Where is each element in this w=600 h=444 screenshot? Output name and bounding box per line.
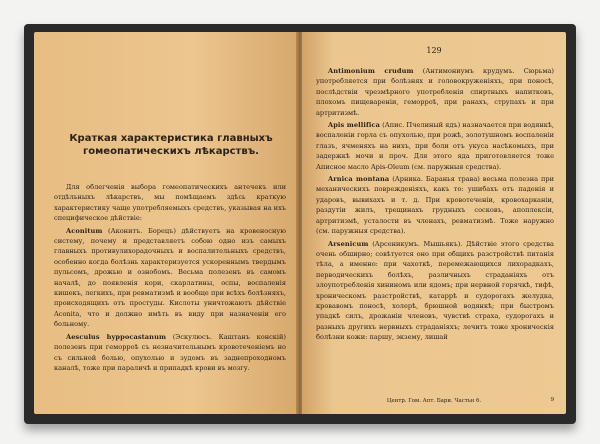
entry-text: (Арника. Баранья трава) весьма полезна при механическихъ поврежденіяхъ, какъ то: ушибахъ отъ паденія и ударовъ, вывихахъ и т. д. При кровотеченіи, кровохарканіи, раздутіи жилъ, трещинахъ грудныхъ сосковъ, апоплексіи, артритизмѣ, усталости въ членахъ, ревматизмѣ. Тоже наружно (см. паружныя средства). (316, 175, 554, 236)
aesculus-entry (54, 332, 286, 374)
right-page-text (316, 66, 554, 345)
entry-term: Apis mellifica (328, 121, 380, 130)
page-number: 129 (426, 46, 442, 55)
entry-term: Arsenicum (328, 239, 369, 248)
left-page (34, 32, 298, 414)
right-page (302, 32, 566, 414)
entry-term: Aconitum (66, 226, 103, 235)
book (24, 24, 576, 424)
signature-mark: 9 (550, 397, 554, 403)
antimonium-entry (316, 66, 554, 118)
arsenicum-entry (316, 239, 554, 343)
apis-entry (316, 120, 554, 172)
intro-paragraph: Для облегченія выбора гомеопатическихъ антечекъ или отдѣльныхъ лѣкарствъ, мы помѣщаемъ здѣсь краткую характеристику чаще употребляемыхъ средствъ, указывая на ихъ специфическое дѣйствіе: (54, 183, 286, 223)
page-footer: Центр. Гом. Апт. Бари. Частьн 6. (386, 398, 482, 404)
left-page-text (54, 182, 286, 375)
entry-text: (Аконитъ. Борецъ) дѣйствуетъ на кровеносную систему, почему и представляетъ собою одно изъ самыхъ главныхъ противулихорадочныхъ и воспалительныхъ средствъ, особенно когда болѣзнь характеризуется ускореннымъ твердымъ пульсомъ, дрожью и ознобомъ. Весьма полезенъ въ самомъ началѣ, до появленія кори, скарлатины, оспы, воспаленія кишекъ, легкихъ, при ревматизмѣ и вообще при всѣхъ болѣзняхъ, происходящихъ отъ простуды. Кислоты уничтожаютъ дѣйствіе Aconita, что и должно имѣть въ виду при назначеніи его больному. (54, 226, 286, 329)
page-heading: Краткая характеристика главныхъ гомеопатическихъ лѣкарствъ. (69, 133, 273, 157)
entry-term: Arnica montana (328, 175, 390, 184)
aconitum-entry (54, 226, 286, 330)
arnica-entry (316, 174, 554, 236)
entry-term: Antimonium crudum (328, 67, 414, 75)
entry-term: Aesculus hyppocastanum (66, 332, 167, 341)
entry-text: (Антимониумъ крудумъ. Сюрьма) употребляется при болѣзнях и головокруженіяхъ, при поносѣ, послѣдствіи чрезмѣрного употребленія спиртныхъ напитковъ, плохомъ пищевареніи, геморроѣ, при ранахъ, струпахъ и при артритизмѣ. (316, 67, 554, 117)
entry-text: (Эскулюсъ. Каштанъ конскій) полезенъ при геморроѣ съ незначительнымъ кровотеченіемъ но съ сильной болью, опухолью и зудомъ въ заднепроходномъ каналѣ, тоже при параличѣ и припадкѣ крови въ мозгу. (54, 332, 286, 372)
entry-text: (Арсеникумъ. Мышьякъ). Дѣйствіе этого средства очень обширно; совѣтуется оно при общихъ разстройствѣ питанія тѣла, а именно: при чахоткѣ, перемежающихся лихорадкахъ, перводическихъ болѣхъ, различныхъ страданіяхъ отъ злоупотребленія хининомъ или ядомъ; при нервной горячкѣ, тифѣ, хроническомъ разстройствѣ, катаррѣ и судорогахъ желудка, кровавомъ поносѣ, холерѣ, брюшной водянкѣ; при быстромъ упадкѣ силъ, дрожаніи членовъ, чувствѣ страха, судорогахъ и разныхъ другихъ нервныхъ страданіяхъ; лечитъ тоже хроническія болѣзни кожи: паршу, экзему, лишай (316, 239, 554, 342)
entry-text: (Апис. Пчелиный ядъ) назначается при водянкѣ, воспаленіи горла съ опухолью, при рожѣ, золотушномъ воспаленіи глазъ, ячменяхъ на нихъ, при боли отъ укуса насѣкомыхъ, при задержкѣ мочи и проч. Для этого яда приготовляется тоже Аписное масло Apis-Oleum (см. паружныя средства). (316, 121, 554, 171)
